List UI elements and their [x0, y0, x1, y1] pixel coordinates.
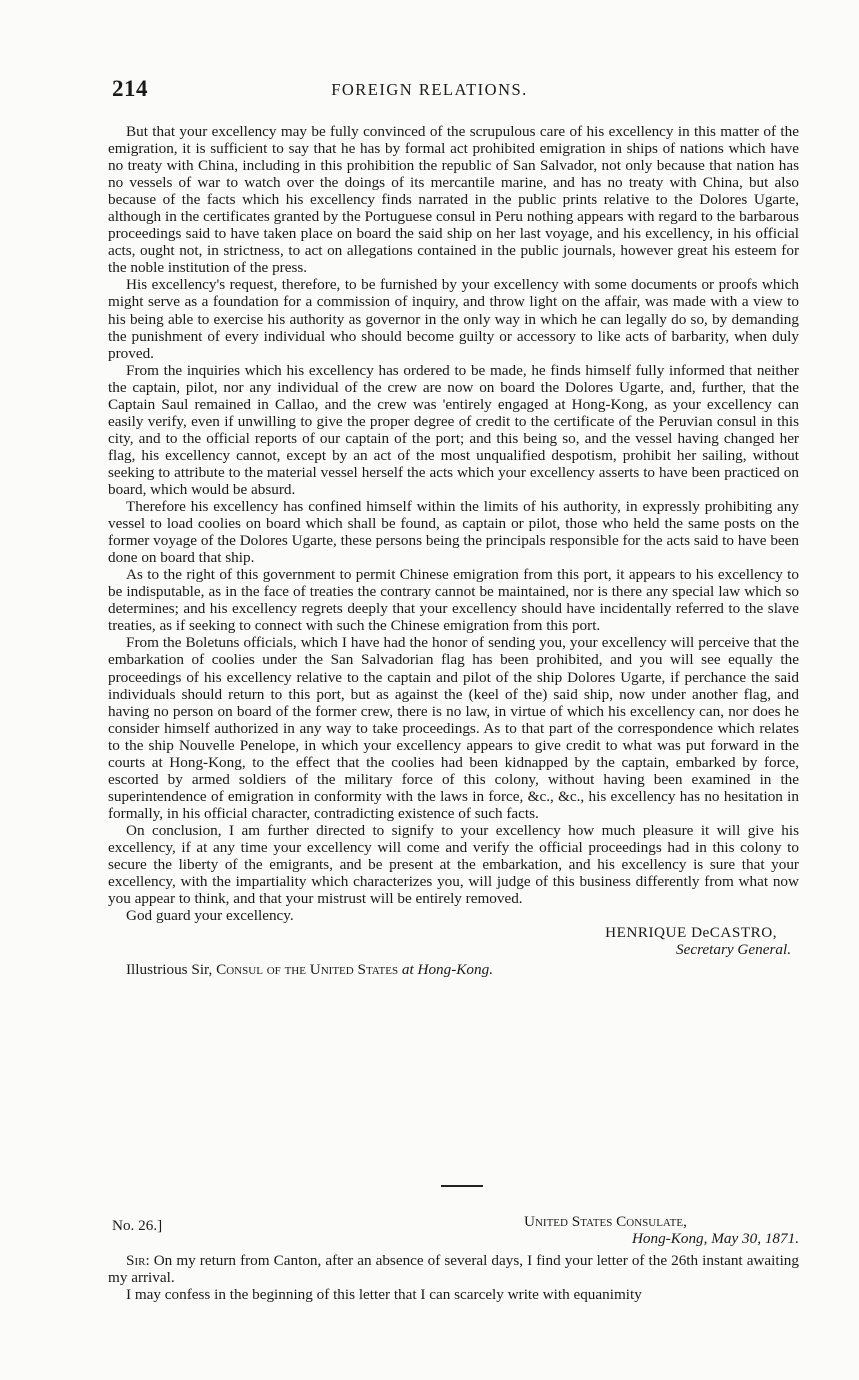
page-header — [0, 76, 859, 106]
page-number: 214 — [112, 76, 148, 101]
address-line — [108, 961, 799, 978]
signature-name: HENRIQUE DeCASTRO, — [605, 924, 777, 942]
address-office: Consul of the United States — [216, 961, 399, 979]
letter-heading — [108, 1213, 799, 1234]
next-letter — [108, 1213, 799, 1303]
paragraph: Therefore his excellency has confined himself within the limits of his authority, in expressly prohibiting any vessel to load coolies on board which shall be found, as captain or pilot, those who held the same posts on the former voyage of the Dolores Ugarte, these persons being the principals responsible for the acts said to have been done on board that ship. — [108, 498, 799, 567]
paragraph: I may confess in the beginning of this letter that I can scarcely write with equanimity — [126, 1286, 642, 1304]
section-divider — [441, 1185, 483, 1187]
closing-line: God guard your excellency. — [126, 907, 294, 925]
paragraph-text: On my return from Canton, after an absence of several days, I find your letter of the 26th instant awaiting my arrival. — [108, 1252, 799, 1287]
dateline: Hong-Kong, May 30, 1871. — [631, 1230, 799, 1247]
paragraph: From the inquiries which his excellency has ordered to be made, he finds himself fully informed that neither the captain, pilot, nor any individual of the crew are now on board the Dolores Ugarte, and, further, that the Captain Saul remained in Callao, and the crew was 'entirely engaged at Hong-Kong, as your excellency can easily verify, even if unwilling to give the proper degree of credit to the certificate of the Peruvian consul in this city, and to the official reports of our captain of the port; and this being so, and the vessel having changed her flag, his excellency cannot, except by an act of the most unqualified despotism, prohibit her sailing, without seeking to attribute to the material vessel herself the acts which your excellency asserts to have been practiced on board, which would be absurd. — [108, 361, 799, 498]
paragraph — [108, 1252, 799, 1286]
paragraph: From the Boletuns officials, which I have had the honor of sending you, your excellency will perceive that the embarkation of coolies under the San Salvadorian flag has been prohibited, and you will see equally the proceedings of his excellency relative to the captain and pilot of the ship Dolores Ugarte, if perchance the said individuals should return to this port, but as against the (keel of the) said ship, now under another flag, and having no person on board of the former crew, there is no law, in virtue of which his excellency can, nor does he consider himself authorized in any way to take proceedings. As to that part of the correspondence which relates to the ship Nouvelle Penelope, in which your excellency appears to give credit to what was put forward in the courts at Hong-Kong, to the effect that the coolies had been kidnapped by the captain, embarked by force, escorted by armed soldiers of the military force of this colony, without having been examined in the superintendence of emigration in conformity with the laws in force, &c., &c., his excellency has no hesitation in formally, in his official character, contradicting existence of such facts. — [108, 634, 799, 822]
paragraph: On conclusion, I am further directed to signify to your excellency how much pleasure it will give his excellency, if at any time your excellency will come and verify the official proceedings had in this colony to secure the liberty of the emigrants, and be present at the embarkation, and his excellency is sure that your excellency, with the impartiality which characterizes you, will judge of this business differently from what now you appear to think, and that your mistrust will be entirely removed. — [108, 821, 799, 908]
address-prefix: Illustrious Sir, — [126, 961, 213, 979]
address-place: at Hong-Kong. — [401, 961, 493, 979]
paragraph: But that your excellency may be fully convinced of the scrupulous care of his excellency in this matter of the emigration, it is sufficient to say that he has by formal act prohibited emigration in ships of nations which have no treaty with China, including in this prohibition the republic of San Salvador, not only because that nation has no vessels of war to watch over the doings of its mercantile marine, and has no treaty with China, but also because of the facts which his excellency finds narrated in the public prints relative to the Dolores Ugarte, although in the certificates granted by the Portuguese consul in Peru nothing appears with regard to the barbarous proceedings said to have taken place on board the said ship on her last voyage, and his excellency, in his official acts, ought not, in strictness, to act on allegations contained in the public journals, however great his esteem for the noble institution of the press. — [108, 123, 799, 277]
signature-title: Secretary General. — [676, 941, 791, 959]
salutation: Sir: — [126, 1252, 150, 1270]
paragraph: His excellency's request, therefore, to be furnished by your excellency with some documents or proofs which might serve as a foundation for a commission of inquiry, and throw light on the affair, was made with a view to his being able to exercise his authority as governor in the only way in which he can legally do so, by demanding the punishment of every individual who should become guilty or accessory to like acts of barbarity, when duly proved. — [108, 276, 799, 362]
consulate-name: United States Consulate, — [524, 1213, 687, 1230]
running-head: FOREIGN RELATIONS. — [331, 80, 528, 99]
paragraph: As to the right of this government to permit Chinese emigration from this port, it appears to his excellency to be indisputable, as in the face of treaties the contrary cannot be maintained, nor is there any special law which so determines; and his excellency regrets deeply that your excellency should have incidentally referred to the slave treaties, as if seeking to connect with such the Chinese emigration from this port. — [108, 566, 799, 635]
letter-number: No. 26.] — [112, 1217, 163, 1234]
letter-body — [108, 123, 799, 978]
